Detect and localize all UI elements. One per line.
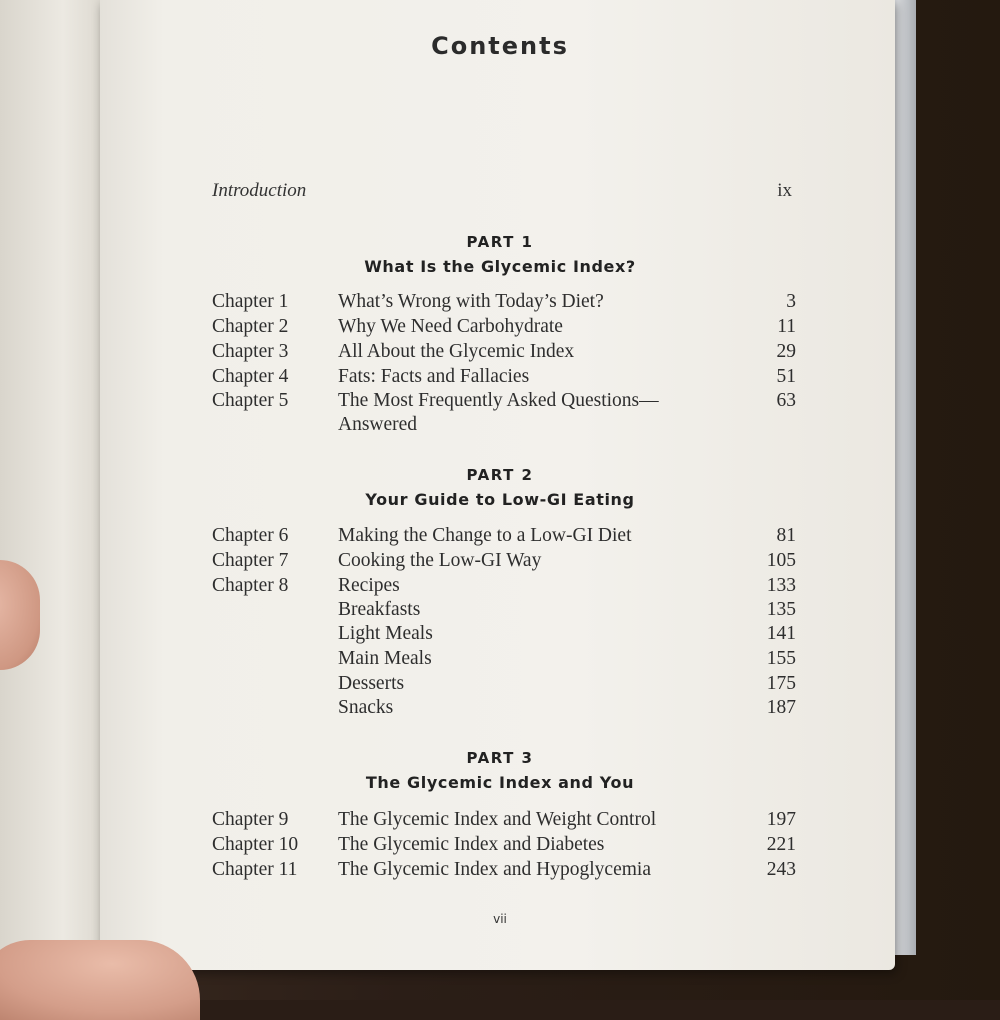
page-number: 175 — [766, 673, 796, 694]
page-number: 133 — [766, 575, 796, 596]
toc-row — [212, 314, 796, 339]
page-number: 29 — [776, 341, 796, 362]
toc-row — [212, 573, 796, 598]
part-label: PART 2 — [466, 466, 534, 484]
chapter-title: All About the Glycemic Index — [338, 341, 575, 362]
toc-row — [212, 807, 796, 832]
chapter-title: The Glycemic Index and Weight Control — [338, 809, 657, 830]
chapter-title: Breakfasts — [338, 599, 421, 620]
chapter-label: Chapter 1 — [212, 291, 289, 312]
chapter-label: Chapter 10 — [212, 834, 299, 855]
toc-row — [212, 671, 796, 696]
chapter-title: Recipes — [338, 575, 400, 596]
chapter-title: Fats: Facts and Fallacies — [338, 366, 530, 387]
toc-row — [212, 857, 796, 882]
page-number: 221 — [766, 834, 796, 855]
part-label: PART 3 — [466, 749, 534, 767]
intro-label: Introduction — [212, 180, 307, 201]
toc-row — [212, 339, 796, 364]
page-number: 135 — [766, 599, 796, 620]
chapter-title: What’s Wrong with Today’s Diet? — [338, 291, 604, 312]
page-title: Contents — [431, 32, 569, 60]
page-number: 81 — [776, 525, 796, 546]
intro-page: ix — [777, 180, 792, 201]
intro-entry — [212, 180, 792, 206]
chapter-title: Answered — [338, 414, 418, 435]
chapter-label: Chapter 11 — [212, 859, 298, 880]
toc-row — [212, 597, 796, 622]
page-number: 51 — [776, 366, 796, 387]
chapter-title: Why We Need Carbohydrate — [338, 316, 563, 337]
toc-row — [212, 621, 796, 646]
chapter-label: Chapter 5 — [212, 390, 289, 411]
part-title: Your Guide to Low-GI Eating — [365, 490, 635, 509]
part-3-heading — [220, 749, 780, 792]
chapter-title: The Glycemic Index and Hypoglycemia — [338, 859, 651, 880]
page-number: 141 — [766, 623, 796, 644]
chapter-label: Chapter 2 — [212, 316, 289, 337]
page-number: 3 — [786, 291, 796, 312]
chapter-title: Desserts — [338, 673, 405, 694]
page-number: 105 — [766, 550, 796, 571]
left-page — [0, 0, 106, 975]
toc-row — [212, 523, 796, 548]
chapter-title: Cooking the Low-GI Way — [338, 550, 542, 571]
toc-row — [212, 695, 796, 720]
toc-row — [212, 388, 796, 413]
toc-row — [212, 832, 796, 857]
page-number: 243 — [766, 859, 796, 880]
chapter-title: The Most Frequently Asked Questions— — [338, 390, 659, 411]
part-1-heading — [220, 233, 780, 276]
chapter-label: Chapter 3 — [212, 341, 289, 362]
chapter-label: Chapter 8 — [212, 575, 289, 596]
page-number: 11 — [777, 316, 796, 337]
chapter-title: Light Meals — [338, 623, 433, 644]
toc-row — [212, 364, 796, 389]
part-title: What Is the Glycemic Index? — [364, 257, 636, 276]
part-label: PART 1 — [466, 233, 534, 251]
chapter-label: Chapter 6 — [212, 525, 289, 546]
toc-row — [212, 412, 796, 437]
page-number: 155 — [766, 648, 796, 669]
toc-row — [212, 548, 796, 573]
chapter-title: The Glycemic Index and Diabetes — [338, 834, 605, 855]
toc-row — [212, 646, 796, 671]
part-title: The Glycemic Index and You — [365, 773, 635, 792]
page-number: 187 — [766, 697, 796, 718]
thumb — [0, 940, 200, 1020]
chapter-title: Making the Change to a Low-GI Diet — [338, 525, 632, 546]
chapter-title: Main Meals — [338, 648, 432, 669]
chapter-label: Chapter 7 — [212, 550, 289, 571]
toc-row — [212, 289, 796, 314]
page-number: 63 — [776, 390, 796, 411]
part-2-heading — [220, 466, 780, 509]
page-folio: vii — [493, 912, 507, 926]
page-number: 197 — [766, 809, 796, 830]
chapter-title: Snacks — [338, 697, 394, 718]
chapter-label: Chapter 9 — [212, 809, 289, 830]
chapter-label: Chapter 4 — [212, 366, 289, 387]
